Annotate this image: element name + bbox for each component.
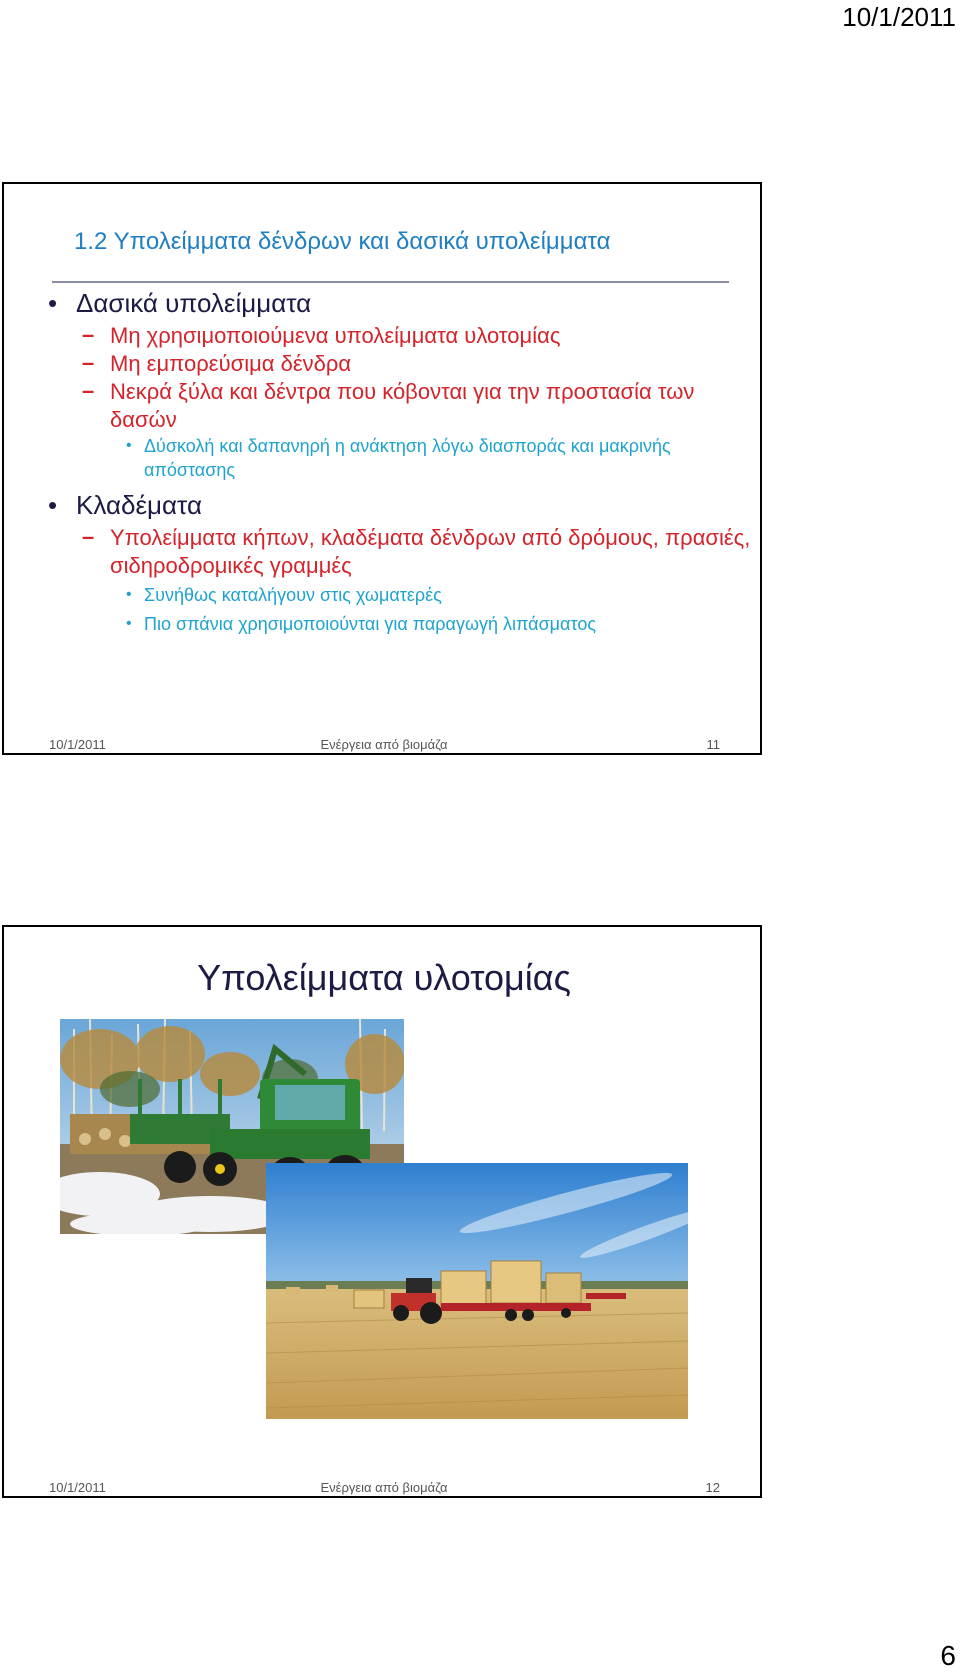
page-date: 10/1/2011 <box>842 2 956 32</box>
sub-sub-bullet: • Δύσκολή και δαπανηρή η ανάκτηση λόγω διασποράς και μακρινής απόστασης <box>4 434 764 482</box>
hay-bales-field-photo <box>266 1163 688 1419</box>
title-divider <box>52 281 729 283</box>
slide-12 <box>2 925 762 1498</box>
footer-date: 10/1/2011 <box>49 737 106 752</box>
sub-bullet: – Μη εμπορεύσιμα δένδρα <box>4 350 764 378</box>
footer-title: Ενέργεια από βιομάζα <box>320 737 448 752</box>
sub-sub-bullet: • Συνήθως καταλήγουν στις χωματερές <box>4 583 764 607</box>
bullet-list <box>4 284 764 636</box>
sub-bullet: – Μη χρησιμοποιούμενα υπολείμματα υλοτομίας <box>4 322 764 350</box>
slide-11 <box>2 182 762 755</box>
footer-title: Ενέργεια από βιομάζα <box>320 1480 448 1495</box>
bullet-prunings: • Κλαδέματα <box>4 486 764 524</box>
slide-title: Υπολείμματα υλοτομίας <box>197 957 571 998</box>
page-number: 6 <box>940 1640 956 1671</box>
slide-title: 1.2 Υπολείμματα δένδρων και δασικά υπολείμματα <box>74 228 611 255</box>
footer-date: 10/1/2011 <box>49 1480 106 1495</box>
sub-sub-bullet: • Πιο σπάνια χρησιμοποιούνται για παραγωγή λιπάσματος <box>4 612 764 636</box>
footer-slide-number: 12 <box>705 1480 720 1495</box>
footer-slide-number: 11 <box>706 737 720 752</box>
bullet-forest-residues: • Δασικά υπολείμματα <box>4 284 764 322</box>
sub-bullet: – Νεκρά ξύλα και δέντρα που κόβονται για την προστασία των δασών <box>4 378 764 434</box>
sub-bullet: – Υπολείμματα κήπων, κλαδέματα δένδρων από δρόμους, πρασιές, σιδηροδρομικές γραμμές <box>4 524 764 580</box>
